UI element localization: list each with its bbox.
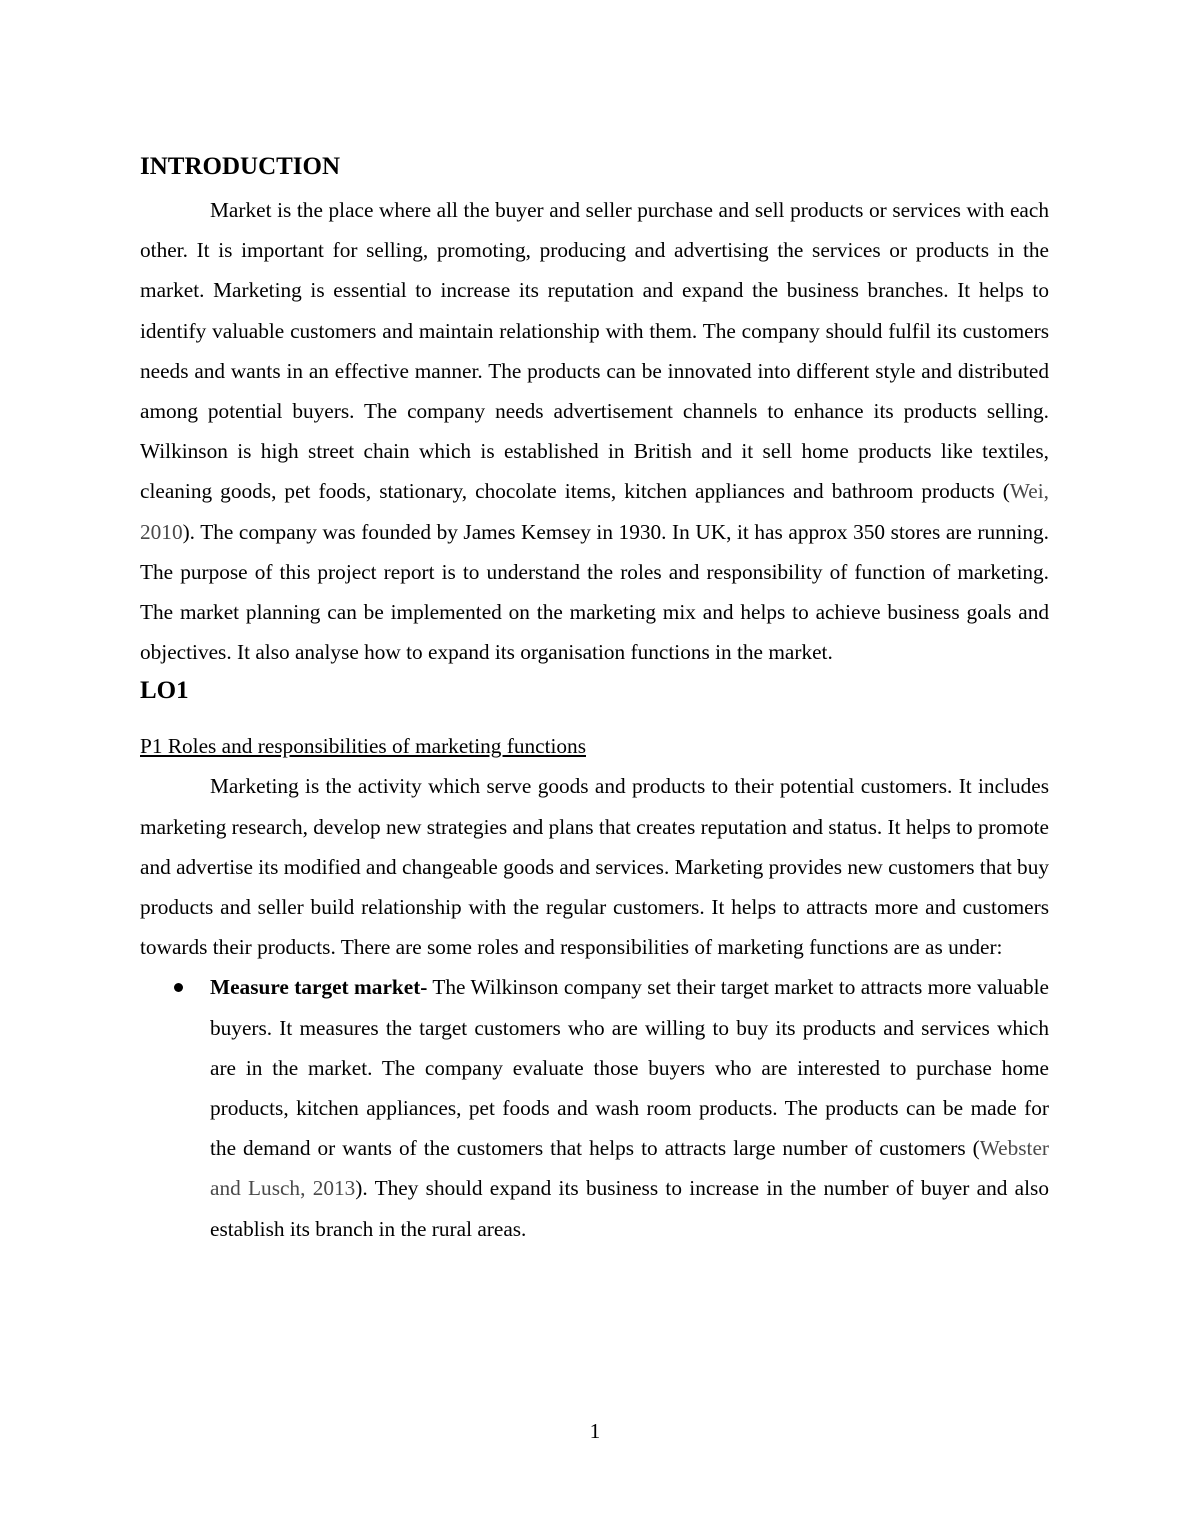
p1-subheading: P1 Roles and responsibilities of marketing functions [140, 734, 586, 759]
lo1-paragraph: Marketing is the activity which serve goods and products to their potential customers. It includes marketing research, develop new strategies and plans that creates reputation and status. It helps to promote and advertise its modified and changeable goods and services. Marketing provides new customers that buy products and seller build relationship with the regular customers. It helps to attracts more and customers towards their products. There are some roles and responsibilities of marketing functions are as under: [140, 774, 1050, 960]
bullet-text-part2: ). They should expand its business to increase in the number of buyer and also establish its branch in the rural areas. [210, 1176, 1049, 1241]
introduction-text-part1: Market is the place where all the buyer and seller purchase and sell products or services with each other. It is important for selling, promoting, producing and advertising the services or products in the market. Marketing is essential to increase its reputation and expand the business branches. It helps to identify valuable customers and maintain relationship with them. The company should fulfil its customers needs and wants in an effective manner. The products can be innovated into different style and distributed among potential buyers. The company needs advertisement channels to enhance its products selling. Wilkinson is high street chain which is established in British and it sell home products like textiles, cleaning goods, pet foods, stationary, chocolate items, kitchen appliances and bathroom products ( [140, 198, 1049, 504]
introduction-heading: INTRODUCTION [140, 153, 341, 180]
bullet-text-part1: The Wilkinson company set their target market to attracts more valuable buyers. It measures the target customers who are willing to buy its products and services which are in the market. The company evaluate those buyers who are interested to purchase home products, kitchen appliances, pet foods and wash room products. The products can be made for the demand or wants of the customers that helps to attracts large number of customers ( [210, 975, 1049, 1161]
page-number: 1 [589, 1419, 601, 1443]
introduction-paragraph [140, 190, 1049, 672]
bullet-icon [174, 983, 183, 992]
list-item [140, 967, 1049, 1248]
introduction-text-part2: ). The company was founded by James Kemsey in 1930. In UK, it has approx 350 stores are running. The purpose of this project report is to understand the roles and responsibility of function of marketing. The market planning can be implemented on the marketing mix and helps to achieve business goals and objectives. It also analyse how to expand its organisation functions in the market. [140, 519, 1049, 665]
lo1-heading: LO1 [140, 677, 189, 705]
citation-wei-2010: Wei, 2010 [140, 479, 1049, 544]
page-content [140, 148, 1049, 1249]
citation-webster-lusch-2013: Webster and Lusch, 2013 [210, 1136, 1049, 1201]
bullet-title: Measure target market- [210, 975, 428, 1000]
marketing-functions-list [140, 967, 1049, 1248]
